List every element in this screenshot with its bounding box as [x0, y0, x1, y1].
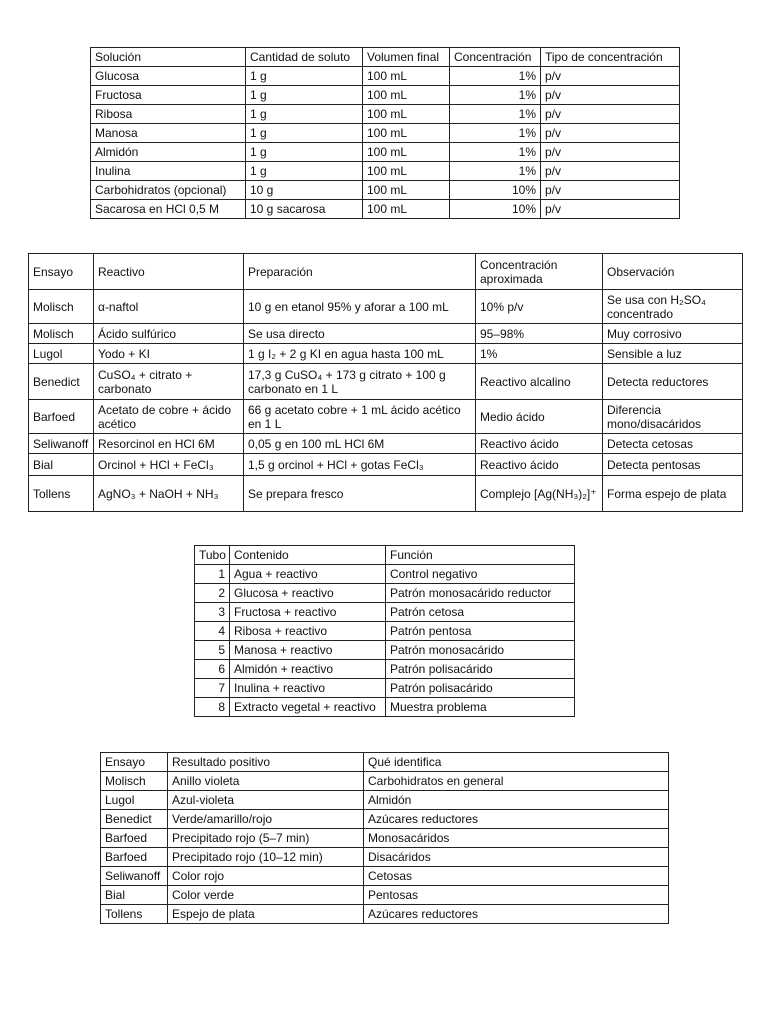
table-row	[101, 905, 669, 924]
table-cell: 4	[195, 622, 230, 641]
header-cell: Contenido	[230, 546, 386, 565]
table-row	[29, 324, 743, 344]
table-cell: Manosa	[91, 124, 246, 143]
table-row	[29, 400, 743, 434]
table-row	[29, 290, 743, 324]
table-cell: 1 g	[246, 67, 363, 86]
table-cell: Verde/amarillo/rojo	[168, 810, 364, 829]
table-cell: Azul-violeta	[168, 791, 364, 810]
table-cell: 0,05 g en 100 mL HCl 6M	[244, 434, 476, 454]
table-cell: 100 mL	[363, 181, 450, 200]
table-cell: Precipitado rojo (10–12 min)	[168, 848, 364, 867]
table-cell: Yodo + KI	[94, 344, 244, 364]
table-cell: 6	[195, 660, 230, 679]
table-row	[91, 124, 680, 143]
reagents-table	[28, 253, 743, 512]
table-cell: Inulina + reactivo	[230, 679, 386, 698]
header-cell: Función	[386, 546, 575, 565]
header-cell: Ensayo	[29, 254, 94, 290]
table-cell: 1 g	[246, 162, 363, 181]
table-row	[195, 641, 575, 660]
table-cell: Pentosas	[364, 886, 669, 905]
table-cell: 10%	[450, 200, 541, 219]
table-cell: Reactivo alcalino	[476, 364, 603, 400]
table-cell: p/v	[541, 143, 680, 162]
table-cell: CuSO₄ + citrato + carbonato	[94, 364, 244, 400]
table-cell: 100 mL	[363, 105, 450, 124]
table-header-row	[195, 546, 575, 565]
table-cell: 1	[195, 565, 230, 584]
table-cell: Azúcares reductores	[364, 905, 669, 924]
header-cell: Cantidad de soluto	[246, 48, 363, 67]
table-cell: Lugol	[29, 344, 94, 364]
table-cell: Ácido sulfúrico	[94, 324, 244, 344]
table-cell: 1%	[450, 67, 541, 86]
table-cell: Fructosa	[91, 86, 246, 105]
table-row	[101, 848, 669, 867]
table-cell: Extracto vegetal + reactivo	[230, 698, 386, 717]
table-cell: Manosa + reactivo	[230, 641, 386, 660]
table-cell: 10%	[450, 181, 541, 200]
table-cell: 17,3 g CuSO₄ + 173 g citrato + 100 g carbonato en 1 L	[244, 364, 476, 400]
table-cell: 1 g	[246, 143, 363, 162]
header-cell: Solución	[91, 48, 246, 67]
table-cell: Benedict	[29, 364, 94, 400]
table-cell: p/v	[541, 105, 680, 124]
table-cell: 100 mL	[363, 143, 450, 162]
header-cell: Concentración aproximada	[476, 254, 603, 290]
table-row	[101, 867, 669, 886]
table-cell: p/v	[541, 86, 680, 105]
table-cell: 100 mL	[363, 67, 450, 86]
table-cell: Patrón cetosa	[386, 603, 575, 622]
table-cell: 1,5 g orcinol + HCl + gotas FeCl₃	[244, 454, 476, 476]
solutions-table	[90, 47, 680, 219]
table-row	[195, 584, 575, 603]
table-cell: Control negativo	[386, 565, 575, 584]
table-cell: Muy corrosivo	[603, 324, 743, 344]
table-cell: Complejo [Ag(NH₃)₂]⁺	[476, 476, 603, 512]
table-cell: Muestra problema	[386, 698, 575, 717]
results-table	[100, 752, 669, 924]
table-cell: Seliwanoff	[101, 867, 168, 886]
table-cell: Azúcares reductores	[364, 810, 669, 829]
table-cell: p/v	[541, 124, 680, 143]
table-cell: Orcinol + HCl + FeCl₃	[94, 454, 244, 476]
table-header-row	[29, 254, 743, 290]
table-cell: 5	[195, 641, 230, 660]
table-cell: Barfoed	[101, 829, 168, 848]
table-row	[101, 772, 669, 791]
table-row	[195, 679, 575, 698]
header-cell: Preparación	[244, 254, 476, 290]
table-row	[91, 67, 680, 86]
tubes-table	[194, 545, 575, 717]
table-row	[29, 476, 743, 512]
table-row	[195, 622, 575, 641]
table-cell: p/v	[541, 181, 680, 200]
table-cell: p/v	[541, 200, 680, 219]
table-cell: Resorcinol en HCl 6M	[94, 434, 244, 454]
table-cell: 10 g sacarosa	[246, 200, 363, 219]
table-cell: Color rojo	[168, 867, 364, 886]
table-cell: Espejo de plata	[168, 905, 364, 924]
table-cell: Detecta reductores	[603, 364, 743, 400]
table-cell: 8	[195, 698, 230, 717]
header-cell: Reactivo	[94, 254, 244, 290]
table-row	[91, 105, 680, 124]
table-header-row	[91, 48, 680, 67]
table-cell: Bial	[29, 454, 94, 476]
table-cell: Anillo violeta	[168, 772, 364, 791]
header-cell: Tubo	[195, 546, 230, 565]
table-cell: 100 mL	[363, 162, 450, 181]
header-cell: Observación	[603, 254, 743, 290]
table-cell: Tollens	[101, 905, 168, 924]
header-cell: Ensayo	[101, 753, 168, 772]
table-cell: Molisch	[29, 324, 94, 344]
table-header-row	[101, 753, 669, 772]
table-cell: Bial	[101, 886, 168, 905]
table-row	[195, 565, 575, 584]
table-cell: Molisch	[101, 772, 168, 791]
table-cell: Inulina	[91, 162, 246, 181]
table-cell: α-naftol	[94, 290, 244, 324]
table-cell: Benedict	[101, 810, 168, 829]
table-cell: 100 mL	[363, 200, 450, 219]
table-row	[195, 660, 575, 679]
table-cell: Reactivo ácido	[476, 434, 603, 454]
table-cell: 3	[195, 603, 230, 622]
table-row	[91, 200, 680, 219]
table-cell: Disacáridos	[364, 848, 669, 867]
table-cell: 1%	[450, 124, 541, 143]
table-cell: 100 mL	[363, 124, 450, 143]
table-cell: Patrón pentosa	[386, 622, 575, 641]
table-cell: Ribosa + reactivo	[230, 622, 386, 641]
table-cell: Patrón polisacárido	[386, 660, 575, 679]
header-cell: Resultado positivo	[168, 753, 364, 772]
table-cell: Molisch	[29, 290, 94, 324]
table-cell: Se usa directo	[244, 324, 476, 344]
table-cell: Reactivo ácido	[476, 454, 603, 476]
table-row	[29, 434, 743, 454]
table-cell: Acetato de cobre + ácido acético	[94, 400, 244, 434]
table-cell: p/v	[541, 162, 680, 181]
table-cell: Monosacáridos	[364, 829, 669, 848]
table-row	[29, 364, 743, 400]
header-cell: Concentración	[450, 48, 541, 67]
table-cell: Precipitado rojo (5–7 min)	[168, 829, 364, 848]
table-cell: 7	[195, 679, 230, 698]
table-row	[91, 86, 680, 105]
table-cell: Patrón monosacárido	[386, 641, 575, 660]
table-cell: 10 g	[246, 181, 363, 200]
table-cell: Glucosa	[91, 67, 246, 86]
table-cell: 1 g	[246, 105, 363, 124]
table-cell: Medio ácido	[476, 400, 603, 434]
table-cell: 1%	[450, 86, 541, 105]
table-cell: 1%	[450, 143, 541, 162]
table-cell: Detecta pentosas	[603, 454, 743, 476]
table-row	[29, 344, 743, 364]
table-cell: 1 g	[246, 86, 363, 105]
table-cell: Patrón monosacárido reductor	[386, 584, 575, 603]
table-cell: 1 g I₂ + 2 g KI en agua hasta 100 mL	[244, 344, 476, 364]
table-cell: Glucosa + reactivo	[230, 584, 386, 603]
table-cell: Se prepara fresco	[244, 476, 476, 512]
table-cell: Color verde	[168, 886, 364, 905]
header-cell: Qué identifica	[364, 753, 669, 772]
table-cell: p/v	[541, 67, 680, 86]
table-cell: 10 g en etanol 95% y aforar a 100 mL	[244, 290, 476, 324]
table-row	[29, 454, 743, 476]
table-cell: Seliwanoff	[29, 434, 94, 454]
table-cell: 100 mL	[363, 86, 450, 105]
table-cell: Almidón + reactivo	[230, 660, 386, 679]
table-cell: Diferencia mono/disacáridos	[603, 400, 743, 434]
table-cell: Cetosas	[364, 867, 669, 886]
table-cell: Almidón	[91, 143, 246, 162]
table-cell: 1%	[450, 162, 541, 181]
table-cell: AgNO₃ + NaOH + NH₃	[94, 476, 244, 512]
table-cell: 1%	[450, 105, 541, 124]
table-row	[195, 698, 575, 717]
table-cell: 1%	[476, 344, 603, 364]
table-cell: Fructosa + reactivo	[230, 603, 386, 622]
table-cell: Detecta cetosas	[603, 434, 743, 454]
table-row	[101, 810, 669, 829]
table-row	[101, 886, 669, 905]
table-row	[101, 791, 669, 810]
header-cell: Tipo de concentración	[541, 48, 680, 67]
table-cell: Barfoed	[29, 400, 94, 434]
table-cell: Carbohidratos en general	[364, 772, 669, 791]
table-cell: 66 g acetato cobre + 1 mL ácido acético en 1 L	[244, 400, 476, 434]
table-cell: 2	[195, 584, 230, 603]
table-cell: Almidón	[364, 791, 669, 810]
table-cell: Tollens	[29, 476, 94, 512]
table-cell: Sacarosa en HCl 0,5 M	[91, 200, 246, 219]
table-cell: Agua + reactivo	[230, 565, 386, 584]
table-cell: Forma espejo de plata	[603, 476, 743, 512]
table-cell: Se usa con H₂SO₄ concentrado	[603, 290, 743, 324]
table-cell: Carbohidratos (opcional)	[91, 181, 246, 200]
table-cell: Ribosa	[91, 105, 246, 124]
table-cell: 10% p/v	[476, 290, 603, 324]
table-cell: 1 g	[246, 124, 363, 143]
table-row	[195, 603, 575, 622]
header-cell: Volumen final	[363, 48, 450, 67]
table-row	[91, 181, 680, 200]
table-row	[101, 829, 669, 848]
table-cell: 95–98%	[476, 324, 603, 344]
table-cell: Patrón polisacárido	[386, 679, 575, 698]
table-row	[91, 143, 680, 162]
table-cell: Barfoed	[101, 848, 168, 867]
table-row	[91, 162, 680, 181]
table-cell: Sensible a luz	[603, 344, 743, 364]
table-cell: Lugol	[101, 791, 168, 810]
